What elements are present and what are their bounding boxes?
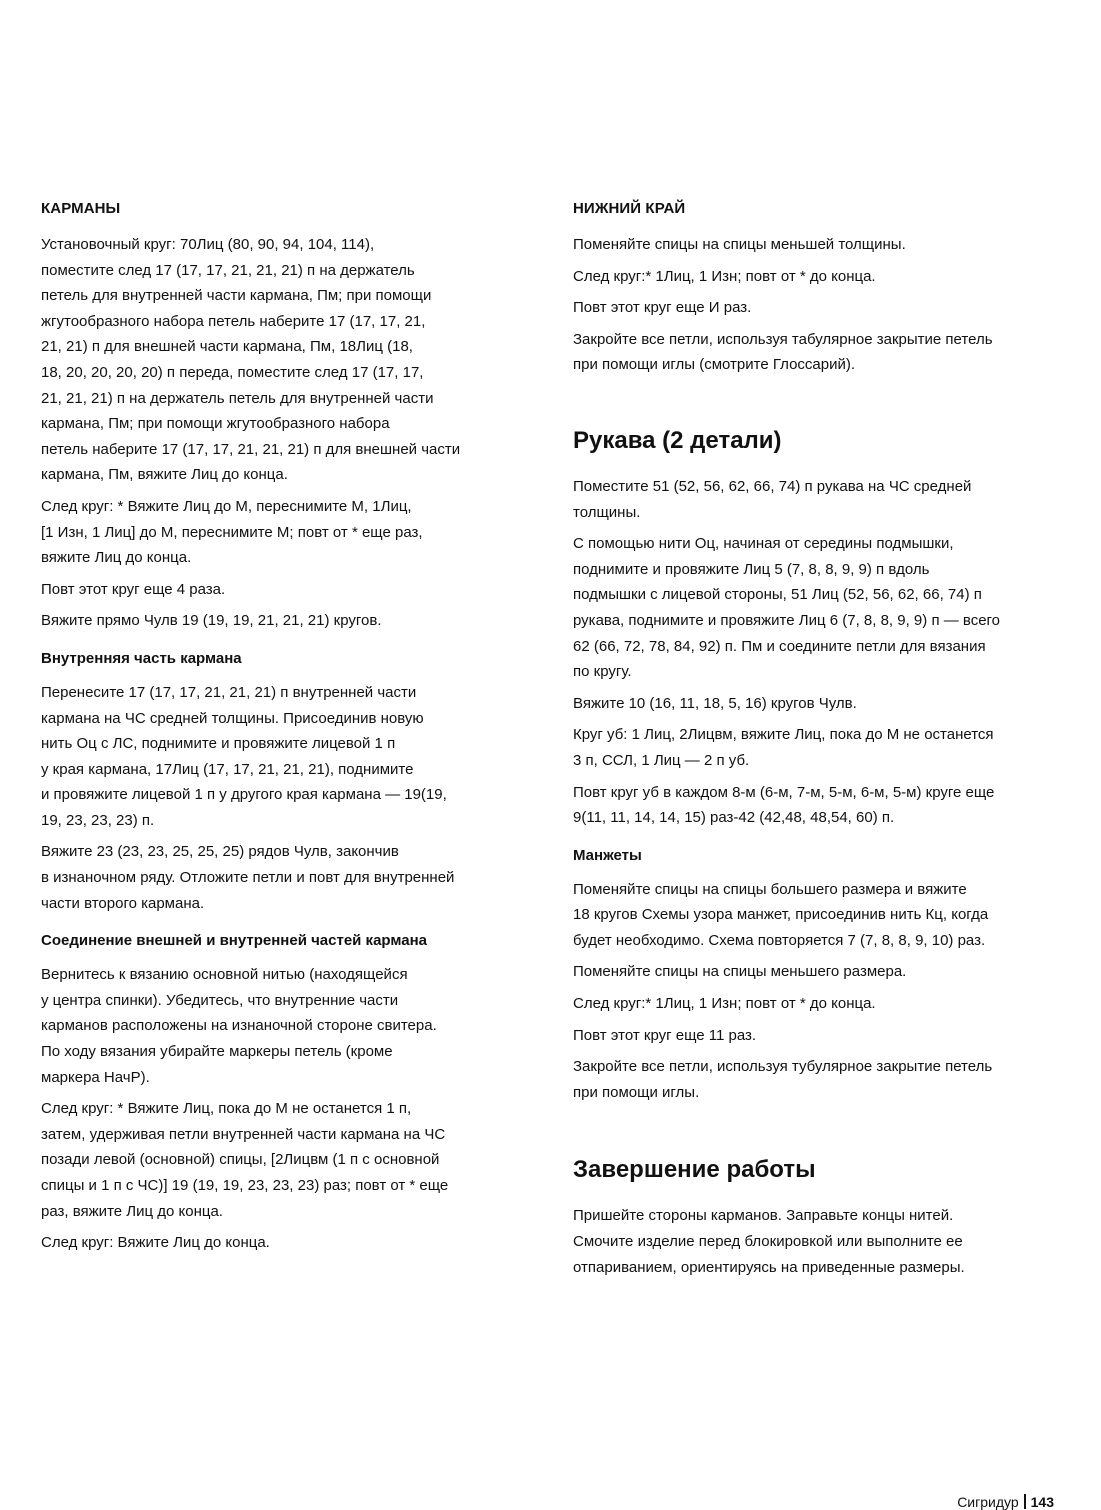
repeat-round-paragraph: Повт этот круг еще И раз. (573, 299, 752, 317)
sleeve-pickup-paragraph: С помощью нити Оц, начиная от середины подмышки, поднимите и провяжите Лиц 5 (7, 8, 8, 9, 9) п вдоль подмышки с лицевой стороны, 51 Лиц (52, 56, 62, 66, 74) п рукава, поднимите и провяжите Лиц 6 (7, 8, 8, 9, 9) п — всего 62 (66, 72, 78, 84, 92) п. Пм и соедините петли для вязания по кругу. (573, 535, 1001, 681)
return-paragraph: Вернитесь к вязанию основной нитью (находящейся у центра спинки). Убедитесь, что внутренние части карманов расположены на изнаночной стороне свитера. По ходу вязания убирайте маркеры петель (кроме маркера НачР). (41, 966, 437, 1086)
repeat-paragraph: Повт этот круг еще 4 раза. (41, 580, 226, 598)
knit-straight-paragraph: Вяжите прямо Чулв 19 (19, 19, 21, 21, 21) кругов. (41, 612, 382, 630)
final-round-paragraph: След круг: Вяжите Лиц до конца. (41, 1234, 270, 1252)
sleeve-place-paragraph: Поместите 51 (52, 56, 62, 66, 74) п рукава на ЧС средней толщины. (573, 477, 972, 521)
left-column (41, 198, 511, 1262)
right-column (573, 198, 1043, 1286)
pockets-heading: КАРМАНЫ (41, 200, 121, 217)
footer-divider (1024, 1494, 1026, 1509)
finishing-paragraph: Пришейте стороны карманов. Заправьте концы нитей. Смочите изделие перед блокировкой или выполните ее отпариванием, ориентируясь на приведенные размеры. (573, 1207, 965, 1276)
bottom-edge-heading: НИЖНИЙ КРАЙ (573, 200, 686, 217)
cuffs-change-needles-paragraph: Поменяйте спицы на спицы меньшего размера. (573, 963, 907, 981)
setup-round-paragraph: Установочный круг: 70Лиц (80, 90, 94, 104, 114), поместите след 17 (17, 17, 21, 21, 21) п на держатель петель для внутренней части кармана, Пм; при помощи жгутообразного набора петель наберите 17 (17, 17, 21, 21, 21) п для внешней части кармана, Пм, 18Лиц (18, 18, 20, 20, 20, 20) п переда, поместите след 17 (17, 17, 21, 21, 21) п на держатель петель для внутренней части кармана, Пм; при помощи жгутообразного набора петель наберите 17 (17, 17, 21, 21, 21) п для внешней части кармана, Пм, вяжите Лиц до конца. (41, 236, 461, 484)
sleeves-title: Рукава (2 детали) (573, 426, 782, 454)
finishing-title: Завершение работы (573, 1156, 816, 1184)
cuffs-chart-paragraph: Поменяйте спицы на спицы большего размера и вяжите 18 кругов Схемы узора манжет, присоединив нить Кц, когда будет необходимо. Схема повторяется 7 (7, 8, 8, 9, 10) раз. (573, 880, 989, 949)
cuffs-rib-round-paragraph: След круг:* 1Лиц, 1 Изн; повт от * до конца. (573, 995, 876, 1013)
page-footer (957, 1494, 1054, 1510)
repeat-decrease-paragraph: Повт круг уб в каждом 8-м (6-м, 7-м, 5-м, 6-м, 5-м) круге еще 9(11, 11, 14, 14, 15) раз-42 (42,48, 48,54, 60) п. (573, 783, 995, 827)
sleeve-knit-paragraph: Вяжите 10 (16, 11, 18, 5, 16) кругов Чулв. (573, 694, 857, 712)
join-round-paragraph: След круг: * Вяжите Лиц, пока до М не останется 1 п, затем, удерживая петли внутренней части кармана на ЧС позади левой (основной) спицы, [2Лицвм (1 п с основной спицы и 1 п с ЧС)] 19 (19, 19, 23, 23, 23) раз; повт от * еще раз, вяжите Лиц до конца. (41, 1100, 449, 1220)
decrease-round-paragraph: Круг уб: 1 Лиц, 2Лицвм, вяжите Лиц, пока до М не останется 3 п, ССЛ, 1 Лиц — 2 п уб. (573, 726, 994, 769)
rib-round-paragraph: След круг:* 1Лиц, 1 Изн; повт от * до конца. (573, 267, 876, 285)
cuffs-bind-off-paragraph: Закройте все петли, используя тубулярное закрытие петель при помощи иглы. (573, 1058, 993, 1101)
cuffs-repeat-paragraph: Повт этот круг еще 11 раз. (573, 1026, 757, 1044)
change-needles-paragraph: Поменяйте спицы на спицы меньшей толщины. (573, 236, 906, 253)
bind-off-paragraph: Закройте все петли, используя табулярное закрытие петель при помощи иглы (смотрите Глоссарий). (573, 330, 993, 374)
page-number: 143 (1030, 1494, 1054, 1510)
book-title: Сигридур (957, 1494, 1019, 1510)
inner-pocket-subheading: Внутренняя часть кармана (41, 649, 242, 667)
cuffs-subheading: Манжеты (573, 846, 642, 864)
joining-subheading: Соединение внешней и внутренней частей кармана (41, 932, 428, 950)
inner-pocket-paragraph: Перенесите 17 (17, 17, 21, 21, 21) п внутренней части кармана на ЧС средней толщины. Присоединив новую нить Оц с ЛС, поднимите и провяжите лицевой 1 п у края кармана, 17Лиц (17, 17, 21, 21, 21), поднимите и провяжите лицевой 1 п у другого края кармана — 19(19, 19, 23, 23, 23) п. (41, 683, 447, 829)
inner-pocket-rows-paragraph: Вяжите 23 (23, 23, 25, 25, 25) рядов Чулв, закончив в изнаночном ряду. Отложите петли и повт для внутренней части второго кармана. (41, 843, 455, 912)
next-round-paragraph: След круг: * Вяжите Лиц до М, переснимите М, 1Лиц, [1 Изн, 1 Лиц] до М, переснимите М; повт от * еще раз, вяжите Лиц до конца. (41, 497, 423, 567)
